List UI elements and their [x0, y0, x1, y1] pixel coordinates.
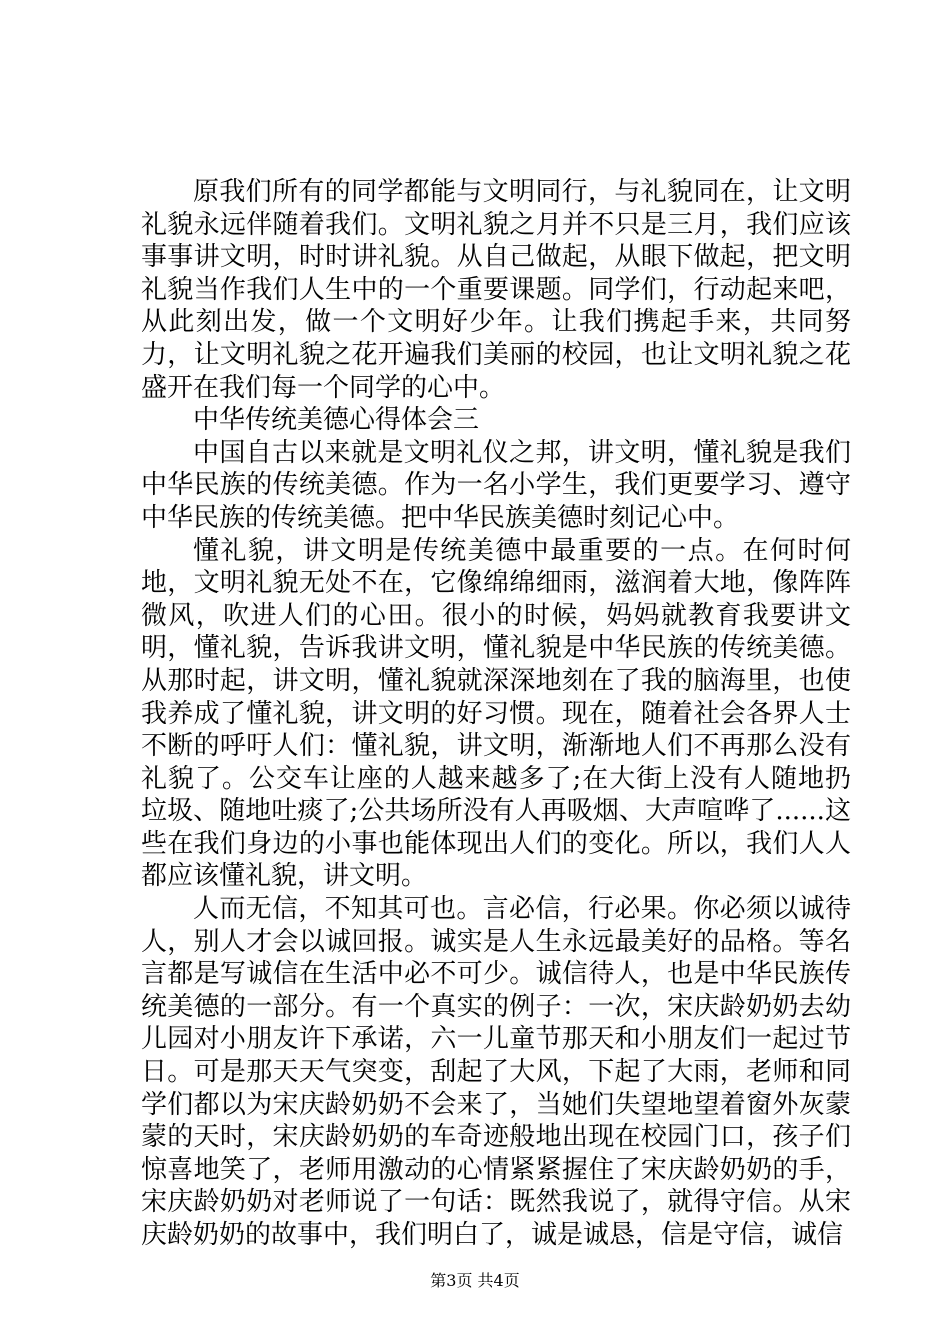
section-heading: 中华传统美德心得体会三 [193, 405, 480, 436]
page-footer: 第3页 共4页 [430, 1271, 520, 1290]
paragraph-intro: 中国自古以来就是文明礼仪之邦，讲文明，懂礼貌是我们中华民族的传统美德。作为一名小学生，我们更要学习、遵守中华民族的传统美德。把中华民族美德时刻记心中。 [141, 437, 851, 533]
document-body [141, 176, 851, 1252]
paragraph-honesty: 人而无信，不知其可也。言必信，行必果。你必须以诚待人，别人才会以诚回报。诚实是人生永远最美好的品格。等名言都是写诚信在生活中必不可少。诚信待人，也是中华民族传统美德的一部分。有一个真实的例子：一次，宋庆龄奶奶去幼儿园对小朋友许下承诺，六一儿童节那天和小朋友们一起过节日。可是那天天气突变，刮起了大风，下起了大雨，老师和同学们都以为宋庆龄奶奶不会来了，当她们失望地望着窗外灰蒙蒙的天时，宋庆龄奶奶的车奇迹般地出现在校园门口，孩子们惊喜地笑了，老师用激动的心情紧紧握住了宋庆龄奶奶的手，宋庆龄奶奶对老师说了一句话：既然我说了，就得守信。从宋庆龄奶奶的故事中，我们明白了，诚是诚恳，信是守信，诚信 [141, 894, 851, 1250]
paragraph-closing-wish: 原我们所有的同学都能与文明同行，与礼貌同在，让文明礼貌永远伴随着我们。文明礼貌之月并不只是三月，我们应该事事讲文明，时时讲礼貌。从自己做起，从眼下做起，把文明礼貌当作我们人生中的一个重要课题。同学们，行动起来吧，从此刻出发，做一个文明好少年。让我们携起手来，共同努力，让文明礼貌之花开遍我们美丽的校园，也让文明礼貌之花盛开在我们每一个同学的心中。 [141, 177, 851, 403]
paragraph-politeness: 懂礼貌，讲文明是传统美德中最重要的一点。在何时何地，文明礼貌无处不在，它像绵绵细雨，滋润着大地，像阵阵微风，吹进人们的心田。很小的时候，妈妈就教育我要讲文明，懂礼貌，告诉我讲文明，懂礼貌是中华民族的传统美德。从那时起，讲文明，懂礼貌就深深地刻在了我的脑海里，也使我养成了懂礼貌，讲文明的好习惯。现在，随着社会各界人士不断的呼吁人们：懂礼貌，讲文明，渐渐地人们不再那么没有礼貌了。公交车让座的人越来越多了;在大街上没有人随地扔垃圾、随地吐痰了;公共场所没有人再吸烟、大声喧哗了......这些在我们身边的小事也能体现出人们的变化。所以，我们人人都应该懂礼貌，讲文明。 [141, 535, 851, 892]
